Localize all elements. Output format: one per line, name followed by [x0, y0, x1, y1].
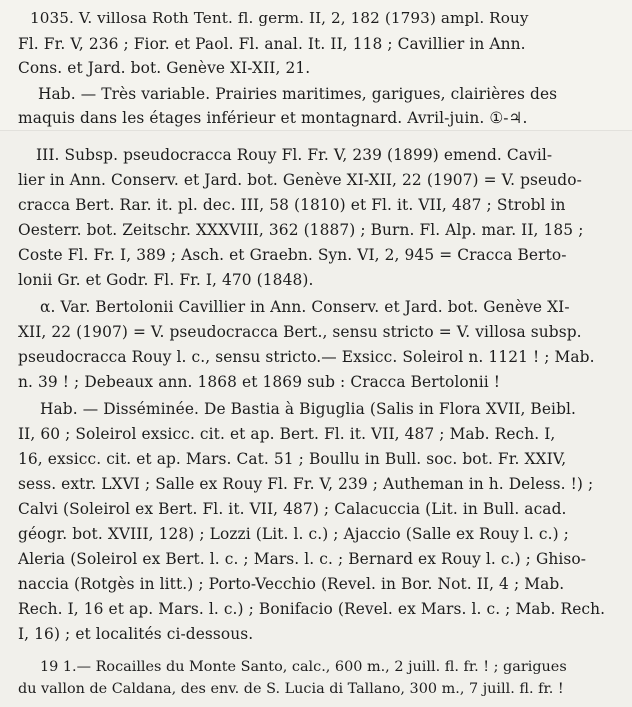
- species-heading-line: 1035. V. villosa Roth Tent. fl. germ. II, 2, 182 (1793) ampl. Rouy: [30, 9, 529, 27]
- text-line: II, 60 ; Soleirol exsicc. cit. et ap. Bert. Fl. it. VII, 487 ; Mab. Rech. I,: [18, 425, 556, 443]
- text-line: pseudocracca Rouy l. c., sensu stricto.— Exsicc. Soleirol n. 1121 ! ; Mab.: [18, 348, 595, 366]
- text-line: I, 16) ; et localités ci-dessous.: [18, 625, 254, 643]
- text-line: n. 39 ! ; Debeaux ann. 1868 et 1869 sub : Cracca Bertolonii !: [18, 373, 501, 391]
- text-line: lonii Gr. et Godr. Fl. Fr. I, 470 (1848).: [18, 271, 314, 289]
- lower-page-fragment: [0, 130, 632, 707]
- text-line: Fl. Fr. V, 236 ; Fior. et Paol. Fl. anal. It. II, 118 ; Cavillier in Ann.: [18, 35, 526, 53]
- text-line: cracca Bert. Rar. it. pl. dec. III, 58 (1810) et Fl. it. VII, 487 ; Strobl in: [18, 196, 566, 214]
- habitat-heading-line: Hab. — Disséminée. De Bastia à Biguglia (Salis in Flora XVII, Beibl.: [40, 400, 577, 418]
- text-line: sess. extr. LXVI ; Salle ex Rouy Fl. Fr. V, 239 ; Autheman in h. Deless. !) ;: [18, 475, 594, 493]
- text-line: Coste Fl. Fr. I, 389 ; Asch. et Graebn. Syn. VI, 2, 945 = Cracca Berto-: [18, 246, 567, 264]
- locality-note-line: 19 1.— Rocailles du Monte Santo, calc., 600 m., 2 juill. fl. fr. ! ; garigues: [40, 659, 567, 675]
- habitat-line: Hab. — Très variable. Prairies maritimes, garigues, clairières des: [38, 85, 558, 103]
- text-line: Oesterr. bot. Zeitschr. XXXVIII, 362 (1887) ; Burn. Fl. Alp. mar. II, 185 ;: [18, 221, 584, 239]
- text-line: 16, exsicc. cit. et ap. Mars. Cat. 51 ; Boullu in Bull. soc. bot. Fr. XXIV,: [18, 450, 567, 468]
- text-line: Calvi (Soleirol ex Bert. Fl. it. VII, 487) ; Calacuccia (Lit. in Bull. acad.: [18, 500, 567, 518]
- text-line: géogr. bot. XVIII, 128) ; Lozzi (Lit. l. c.) ; Ajaccio (Salle ex Rouy l. c.) ;: [18, 525, 569, 543]
- text-line: Aleria (Soleirol ex Bert. l. c. ; Mars. l. c. ; Bernard ex Rouy l. c.) ; Ghiso-: [18, 550, 587, 568]
- subspecies-heading-line: III. Subsp. pseudocracca Rouy Fl. Fr. V, 239 (1899) emend. Cavil-: [36, 146, 553, 164]
- text-line: Rech. I, 16 et ap. Mars. l. c.) ; Bonifacio (Revel. ex Mars. l. c. ; Mab. Rech.: [18, 600, 606, 618]
- text-line: XII, 22 (1907) = V. pseudocracca Bert., sensu stricto = V. villosa subsp.: [18, 323, 582, 341]
- upper-page-fragment: [0, 0, 632, 130]
- text-line: lier in Ann. Conserv. et Jard. bot. Genève XI-XII, 22 (1907) = V. pseudo-: [18, 171, 582, 189]
- locality-note-line: du vallon de Caldana, des env. de S. Lucia di Tallano, 300 m., 7 juill. fl. fr. !: [18, 681, 564, 697]
- text-line: Cons. et Jard. bot. Genève XI-XII, 21.: [18, 59, 311, 77]
- text-line: naccia (Rotgès in litt.) ; Porto-Vecchio (Revel. in Bor. Not. II, 4 ; Mab.: [18, 575, 565, 593]
- variety-heading-line: α. Var. Bertolonii Cavillier in Ann. Conserv. et Jard. bot. Genève XI-: [40, 298, 570, 316]
- text-line: maquis dans les étages inférieur et montagnard. Avril-juin. ①-♃.: [18, 109, 528, 127]
